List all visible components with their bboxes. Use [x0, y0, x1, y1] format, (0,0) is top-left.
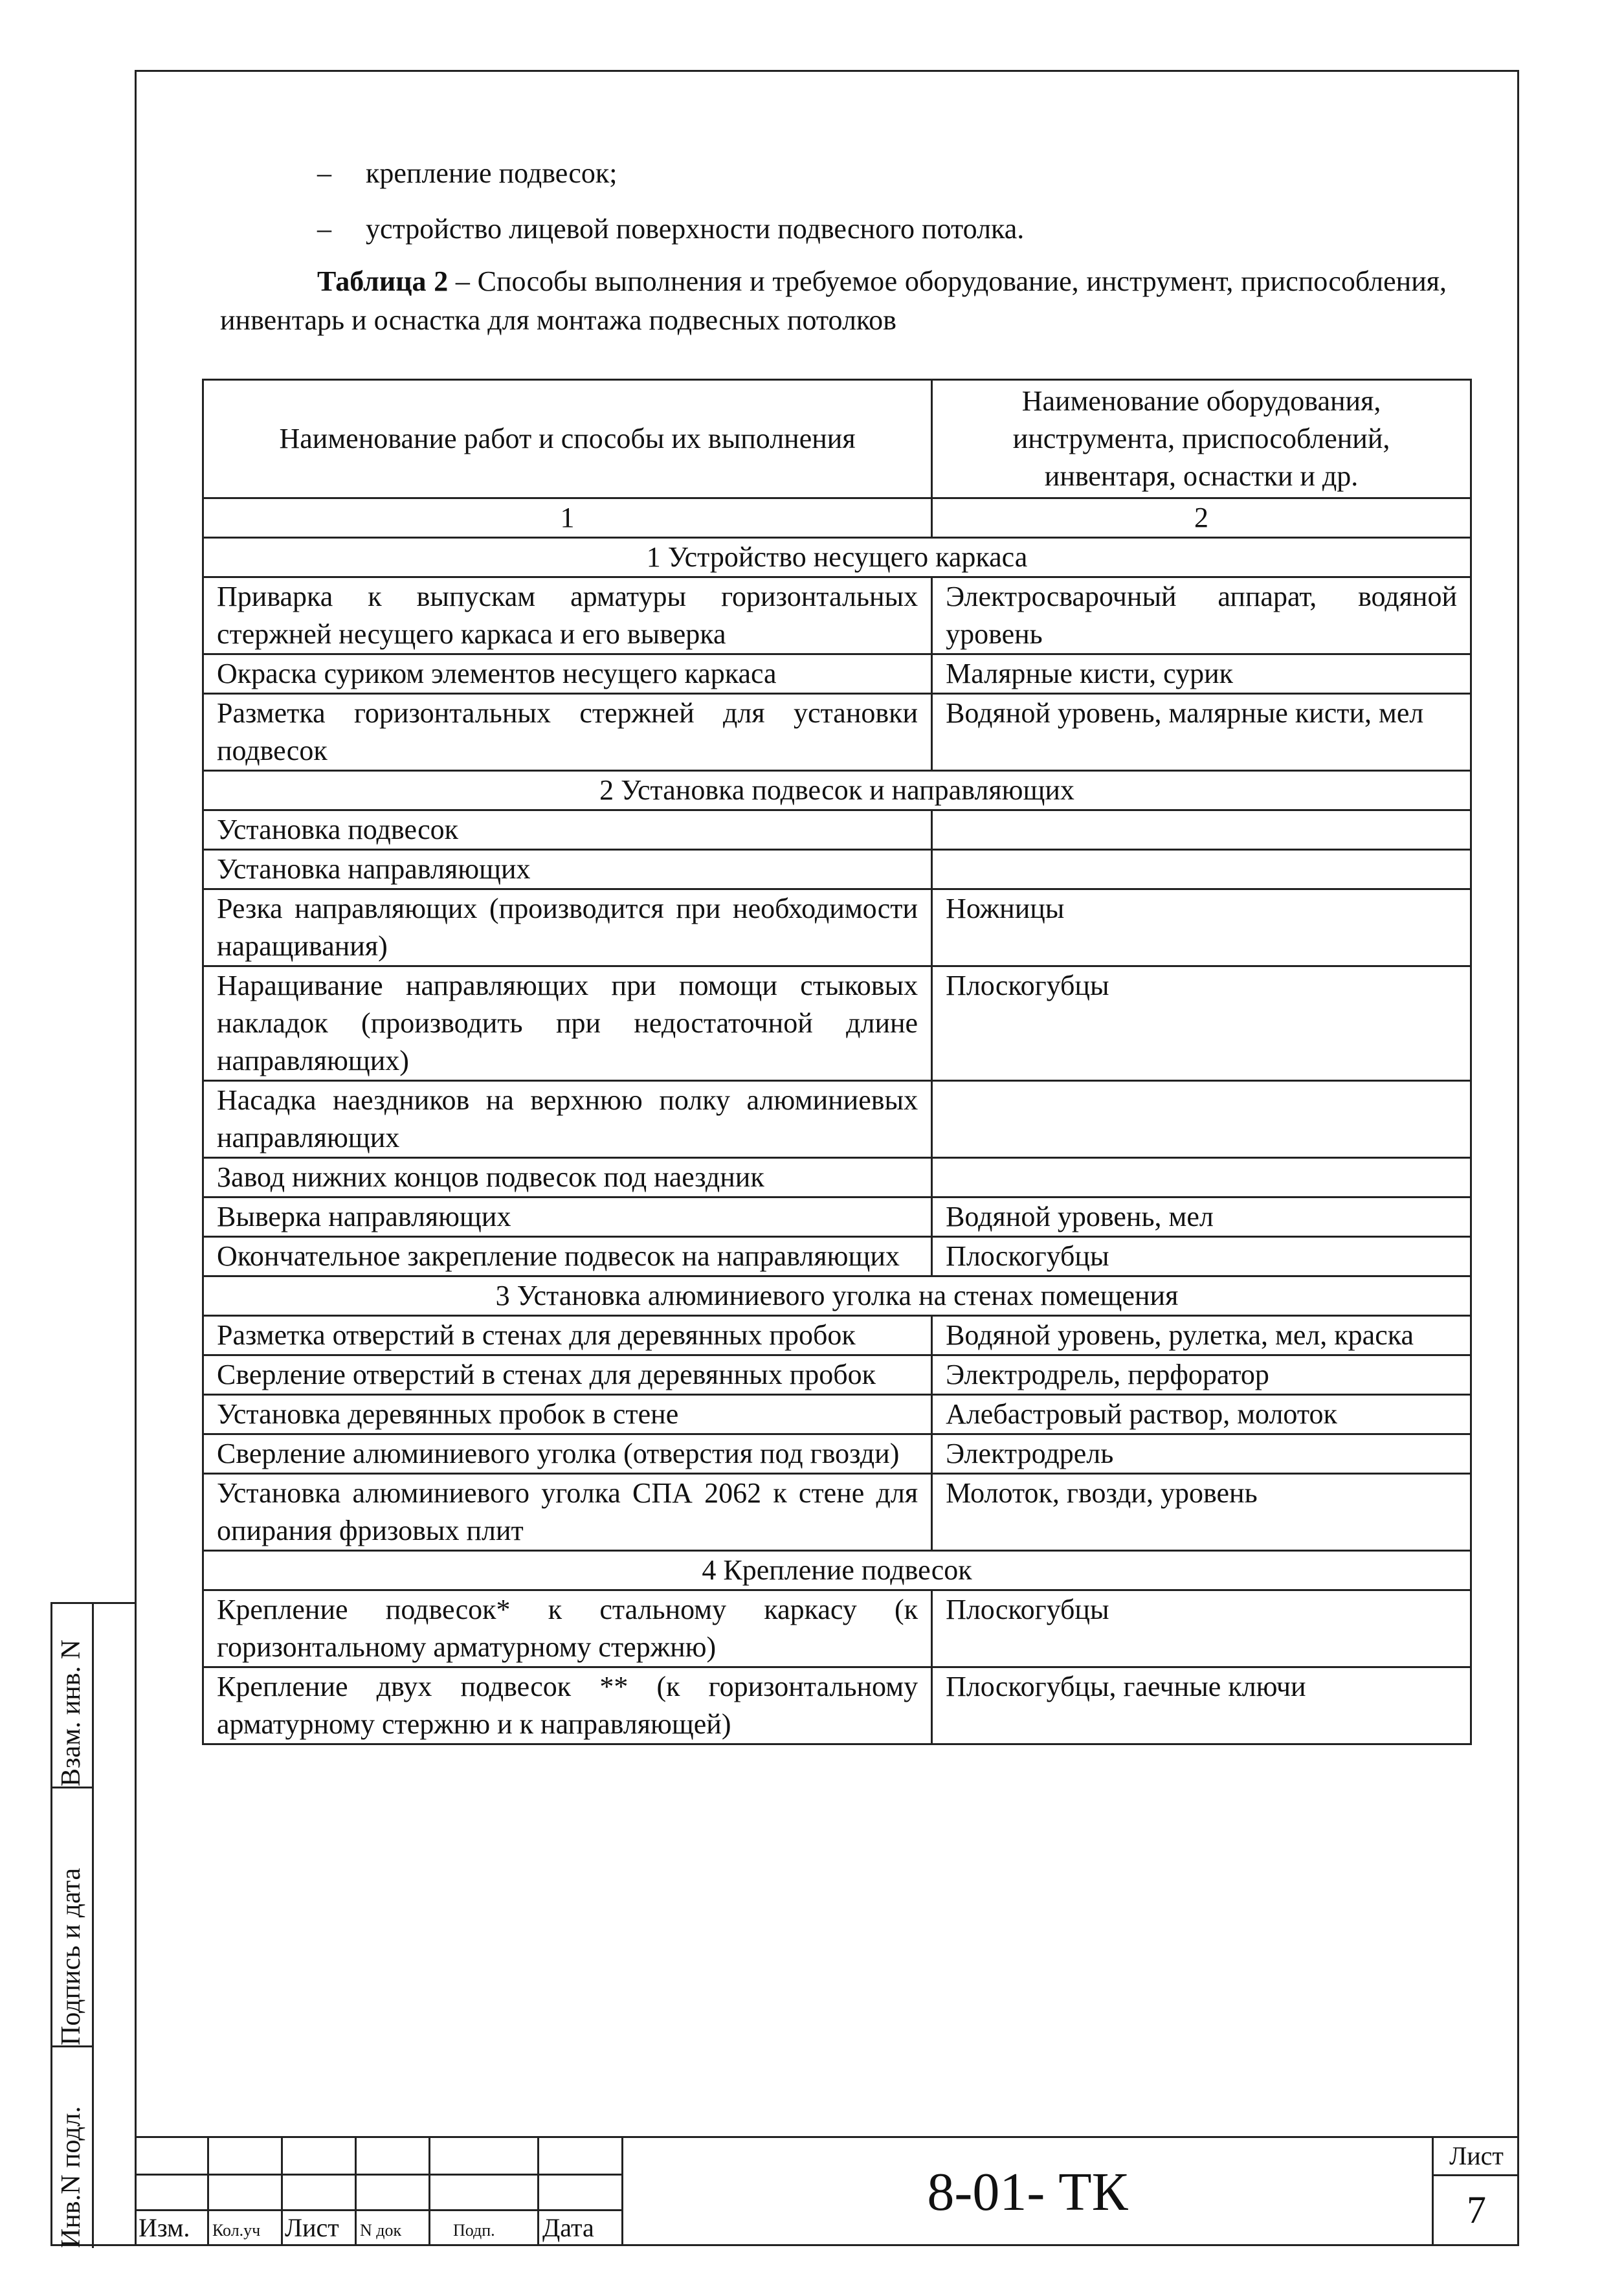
table-row	[203, 1474, 1471, 1551]
section-header-row	[203, 538, 1471, 577]
section-title: 3 Установка алюминиевого уголка на стенах помещения	[203, 1276, 1471, 1316]
section-header-row	[203, 1276, 1471, 1316]
side-label-inv-podl: Инв.N подл.	[56, 2106, 86, 2248]
table-row	[203, 1395, 1471, 1434]
column-number-row	[203, 498, 1471, 538]
table-row	[203, 1667, 1471, 1744]
table-row	[203, 1355, 1471, 1395]
tools-cell: Водяной уровень, рулетка, мел, краска	[932, 1316, 1471, 1355]
work-cell: Сверление алюминиевого уголка (отверстия под гвозди)	[203, 1434, 932, 1474]
sheet-number: 7	[1467, 2188, 1486, 2231]
work-cell: Резка направляющих (производится при необходимости наращивания)	[203, 889, 932, 966]
sheet-label: Лист	[1434, 2138, 1519, 2176]
tools-cell	[932, 1081, 1471, 1158]
table-caption-label: Таблица 2	[317, 265, 449, 297]
side-label-podpis-data: Подпись и дата	[56, 1867, 86, 2045]
table-row	[203, 1237, 1471, 1276]
tools-cell: Водяной уровень, малярные кисти, мел	[932, 694, 1471, 771]
work-cell: Насадка наездников на верхнюю полку алюминиевых направляющих	[203, 1081, 932, 1158]
bullet-dash: –	[317, 213, 331, 245]
bullet-text: крепление подвесок;	[366, 157, 617, 189]
side-cell-podpis-data	[52, 1788, 94, 2047]
tools-cell: Алебастровый раствор, молоток	[932, 1395, 1471, 1434]
section-header-row	[203, 771, 1471, 810]
bullet-dash: –	[317, 157, 331, 189]
tools-cell: Электродрель	[932, 1434, 1471, 1474]
work-cell: Окончательное закрепление подвесок на направляющих	[203, 1237, 932, 1276]
header-col-works: Наименование работ и способы их выполнения	[203, 380, 932, 498]
work-cell: Крепление двух подвесок ** (к горизонтальному арматурному стержню и к направляющей)	[203, 1667, 932, 1744]
tools-cell	[932, 1158, 1471, 1197]
table-row	[203, 1434, 1471, 1474]
title-block	[135, 2136, 1519, 2246]
document-code: 8-01- ТК	[621, 2138, 1432, 2246]
sheet-box	[1432, 2138, 1519, 2246]
table-row	[203, 810, 1471, 850]
title-block-revision-grid	[135, 2138, 621, 2246]
work-cell: Сверление отверстий в стенах для деревянных пробок	[203, 1355, 932, 1395]
work-cell: Окраска суриком элементов несущего каркаса	[203, 654, 932, 694]
side-stamp	[50, 1602, 135, 2246]
bullet-item	[317, 146, 1024, 201]
table-header-row	[203, 380, 1471, 498]
tools-cell: Плоскогубцы	[932, 966, 1471, 1081]
table-row	[203, 889, 1471, 966]
tools-cell: Ножницы	[932, 889, 1471, 966]
work-cell: Наращивание направляющих при помощи стыковых накладок (производить при недостаточной длине направляющих)	[203, 966, 932, 1081]
table-row	[203, 1081, 1471, 1158]
tools-cell: Плоскогубцы	[932, 1590, 1471, 1667]
table-row	[203, 694, 1471, 771]
bullet-text: устройство лицевой поверхности подвесного потолка.	[366, 213, 1025, 245]
tb-label-izm: Изм.	[139, 2213, 190, 2242]
tools-cell: Малярные кисти, сурик	[932, 654, 1471, 694]
table-row	[203, 1316, 1471, 1355]
tools-cell	[932, 810, 1471, 850]
works-equipment-table	[202, 379, 1472, 1745]
table-row	[203, 1197, 1471, 1237]
tools-cell: Плоскогубцы, гаечные ключи	[932, 1667, 1471, 1744]
section-title: 1 Устройство несущего каркаса	[203, 538, 1471, 577]
tools-cell: Молоток, гвозди, уровень	[932, 1474, 1471, 1551]
table-row	[203, 1158, 1471, 1197]
table-row	[203, 654, 1471, 694]
column-number: 2	[932, 498, 1471, 538]
tb-label-podp: Подп.	[453, 2221, 495, 2240]
work-cell: Завод нижних концов подвесок под наездник	[203, 1158, 932, 1197]
tools-cell	[932, 850, 1471, 889]
section-title: 4 Крепление подвесок	[203, 1551, 1471, 1590]
tb-label-list: Лист	[285, 2213, 339, 2242]
side-cell-vzam-inv	[52, 1604, 94, 1788]
header-col-equipment: Наименование оборудования, инструмента, приспособлений, инвентаря, оснастки и др.	[932, 380, 1471, 498]
tools-cell: Плоскогубцы	[932, 1237, 1471, 1276]
work-cell: Установка направляющих	[203, 850, 932, 889]
bullet-item	[317, 201, 1024, 257]
table-row	[203, 577, 1471, 654]
work-cell: Выверка направляющих	[203, 1197, 932, 1237]
table-caption	[220, 262, 1447, 340]
work-cell: Установка алюминиевого уголка СПА 2062 к стене для опирания фризовых плит	[203, 1474, 932, 1551]
intro-bullet-list	[317, 146, 1024, 257]
table-row	[203, 850, 1471, 889]
side-cell-inv-podl	[52, 2047, 94, 2248]
work-cell: Разметка отверстий в стенах для деревянных пробок	[203, 1316, 932, 1355]
work-cell: Крепление подвесок* к стальному каркасу (к горизонтальному арматурному стержню)	[203, 1590, 932, 1667]
table-row	[203, 966, 1471, 1081]
section-title: 2 Установка подвесок и направляющих	[203, 771, 1471, 810]
tb-label-data: Дата	[542, 2213, 594, 2242]
side-label-vzam-inv: Взам. инв. N	[56, 1640, 86, 1787]
section-header-row	[203, 1551, 1471, 1590]
tb-label-n-dok: N док	[360, 2221, 402, 2240]
table-row	[203, 1590, 1471, 1667]
work-cell: Установка подвесок	[203, 810, 932, 850]
work-cell: Установка деревянных пробок в стене	[203, 1395, 932, 1434]
column-number: 1	[203, 498, 932, 538]
tools-cell: Электродрель, перфоратор	[932, 1355, 1471, 1395]
work-cell: Разметка горизонтальных стержней для установки подвесок	[203, 694, 932, 771]
tools-cell: Электросварочный аппарат, водяной уровень	[932, 577, 1471, 654]
tools-cell: Водяной уровень, мел	[932, 1197, 1471, 1237]
table-caption-text: – Способы выполнения и требуемое оборудование, инструмент, приспособления, инвентарь и оснастка для монтажа подвесных потолков	[220, 265, 1447, 336]
work-cell: Приварка к выпускам арматуры горизонтальных стержней несущего каркаса и его выверка	[203, 577, 932, 654]
tb-label-kol-uch: Кол.уч	[212, 2221, 261, 2240]
